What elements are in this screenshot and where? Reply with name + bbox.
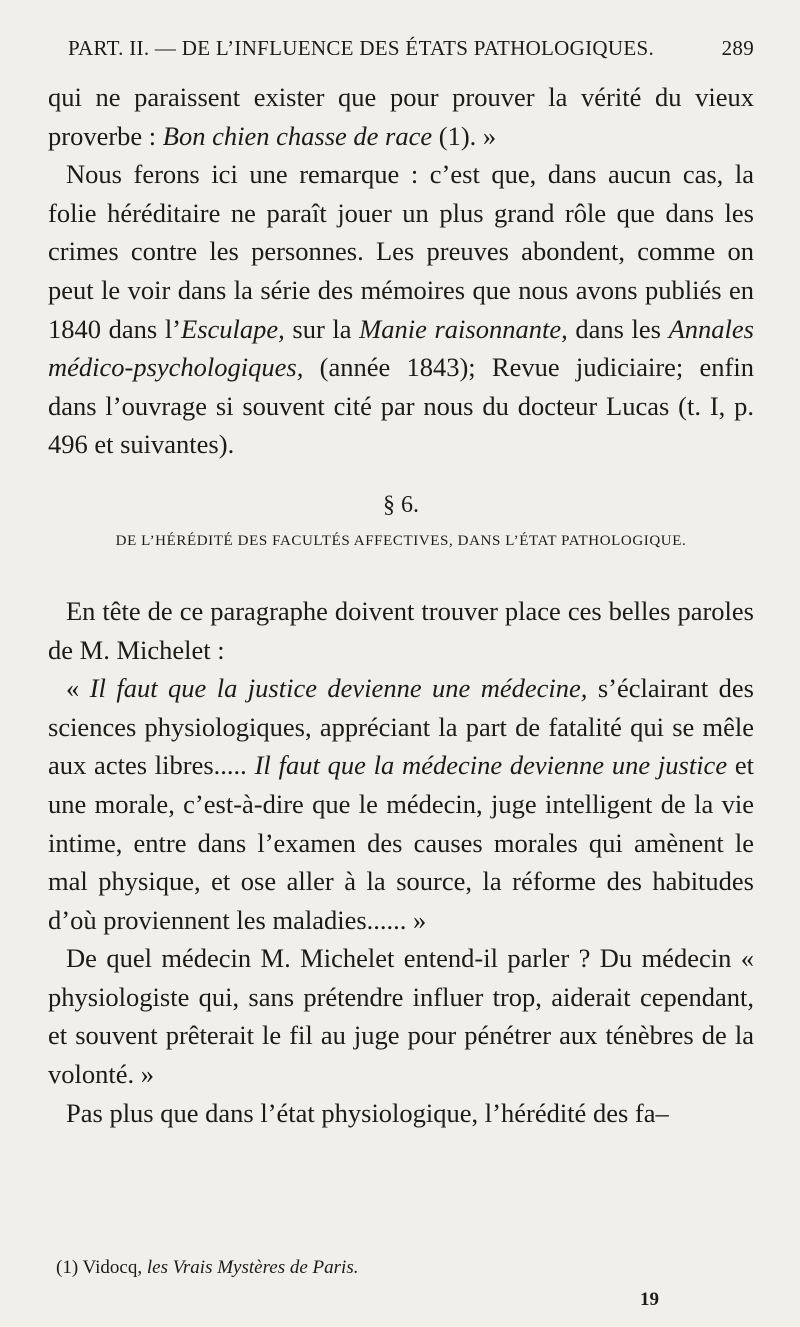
running-header <box>68 36 754 61</box>
text-run: s’éclairant des sciences physiologiques, appréciant la part de fatalité qui se mêle aux actes libres..... <box>48 673 754 781</box>
paragraph-quote <box>48 669 754 939</box>
text-run: Nous ferons ici une remarque : c’est que, dans aucun cas, la folie héréditaire ne paraît jouer un plus grand rôle que dans les crimes contre les personnes. Les preuves abondent, comme on peut le voir dans la série des mémoires que nous avons publiés en 1840 dans l’ <box>48 159 754 344</box>
paragraph-last: Pas plus que dans l’état physiologique, l’hérédité des fa– <box>66 1097 669 1128</box>
text-run: dans les <box>567 313 669 344</box>
paragraph-remark <box>48 155 754 464</box>
running-title: PART. II. — DE L’INFLUENCE DES ÉTATS PATHOLOGIQUES. <box>68 36 654 60</box>
signature-mark: 19 <box>640 1289 659 1310</box>
main-text <box>48 78 754 1132</box>
text-run: « <box>66 673 90 704</box>
page-number: 289 <box>721 36 754 60</box>
italic-quote: Il faut que la justice devienne une médecine, <box>89 673 588 704</box>
section-title: DE L’HÉRÉDITÉ DES FACULTÉS AFFECTIVES, DANS L’ÉTAT PATHOLOGIQUE. <box>115 532 687 549</box>
footnote <box>56 1256 358 1280</box>
text-run: sur la <box>284 313 360 344</box>
paragraph-intro: En tête de ce paragraphe doivent trouver place ces belles paroles de M. Michelet : <box>48 595 754 665</box>
italic-title: Esculape, <box>181 313 285 344</box>
text-run: (1). » <box>432 120 497 151</box>
italic-quote: Il faut que la médecine devienne une justice <box>254 750 728 781</box>
italic-title: Annales médico-psychologiques, <box>48 313 754 383</box>
footnote-text: (1) Vidocq, <box>56 1257 147 1278</box>
text-run: qui ne paraissent exister que pour prouver la vérité du vieux proverbe : <box>48 82 754 151</box>
footnote-italic: les Vrais Mystères de Paris. <box>146 1257 359 1278</box>
text-run: (année 1843); Revue judiciaire; enfin dans l’ouvrage si souvent cité par nous du docteur Lucas (t. I, p. 496 et suivantes). <box>48 352 754 460</box>
text-run: et une morale, c’est-à-dire que le médecin, juge intelligent de la vie intime, entre dans l’examen des causes morales qui amènent le mal physique, et ose aller à la source, la réforme des habitudes d’où proviennent les maladies...... » <box>48 750 755 935</box>
paragraph-continuation <box>48 78 754 155</box>
italic-title: Manie raisonnante, <box>359 313 568 344</box>
italic-proverb: Bon chien chasse de race <box>162 120 433 151</box>
section-number: § 6. <box>383 491 419 518</box>
paragraph-question: De quel médecin M. Michelet entend-il parler ? Du médecin « physiologiste qui, sans prétendre influer trop, aiderait cependant, et souvent prêterait le fil au juge pour pénétrer aux ténèbres de la volonté. » <box>48 943 754 1090</box>
